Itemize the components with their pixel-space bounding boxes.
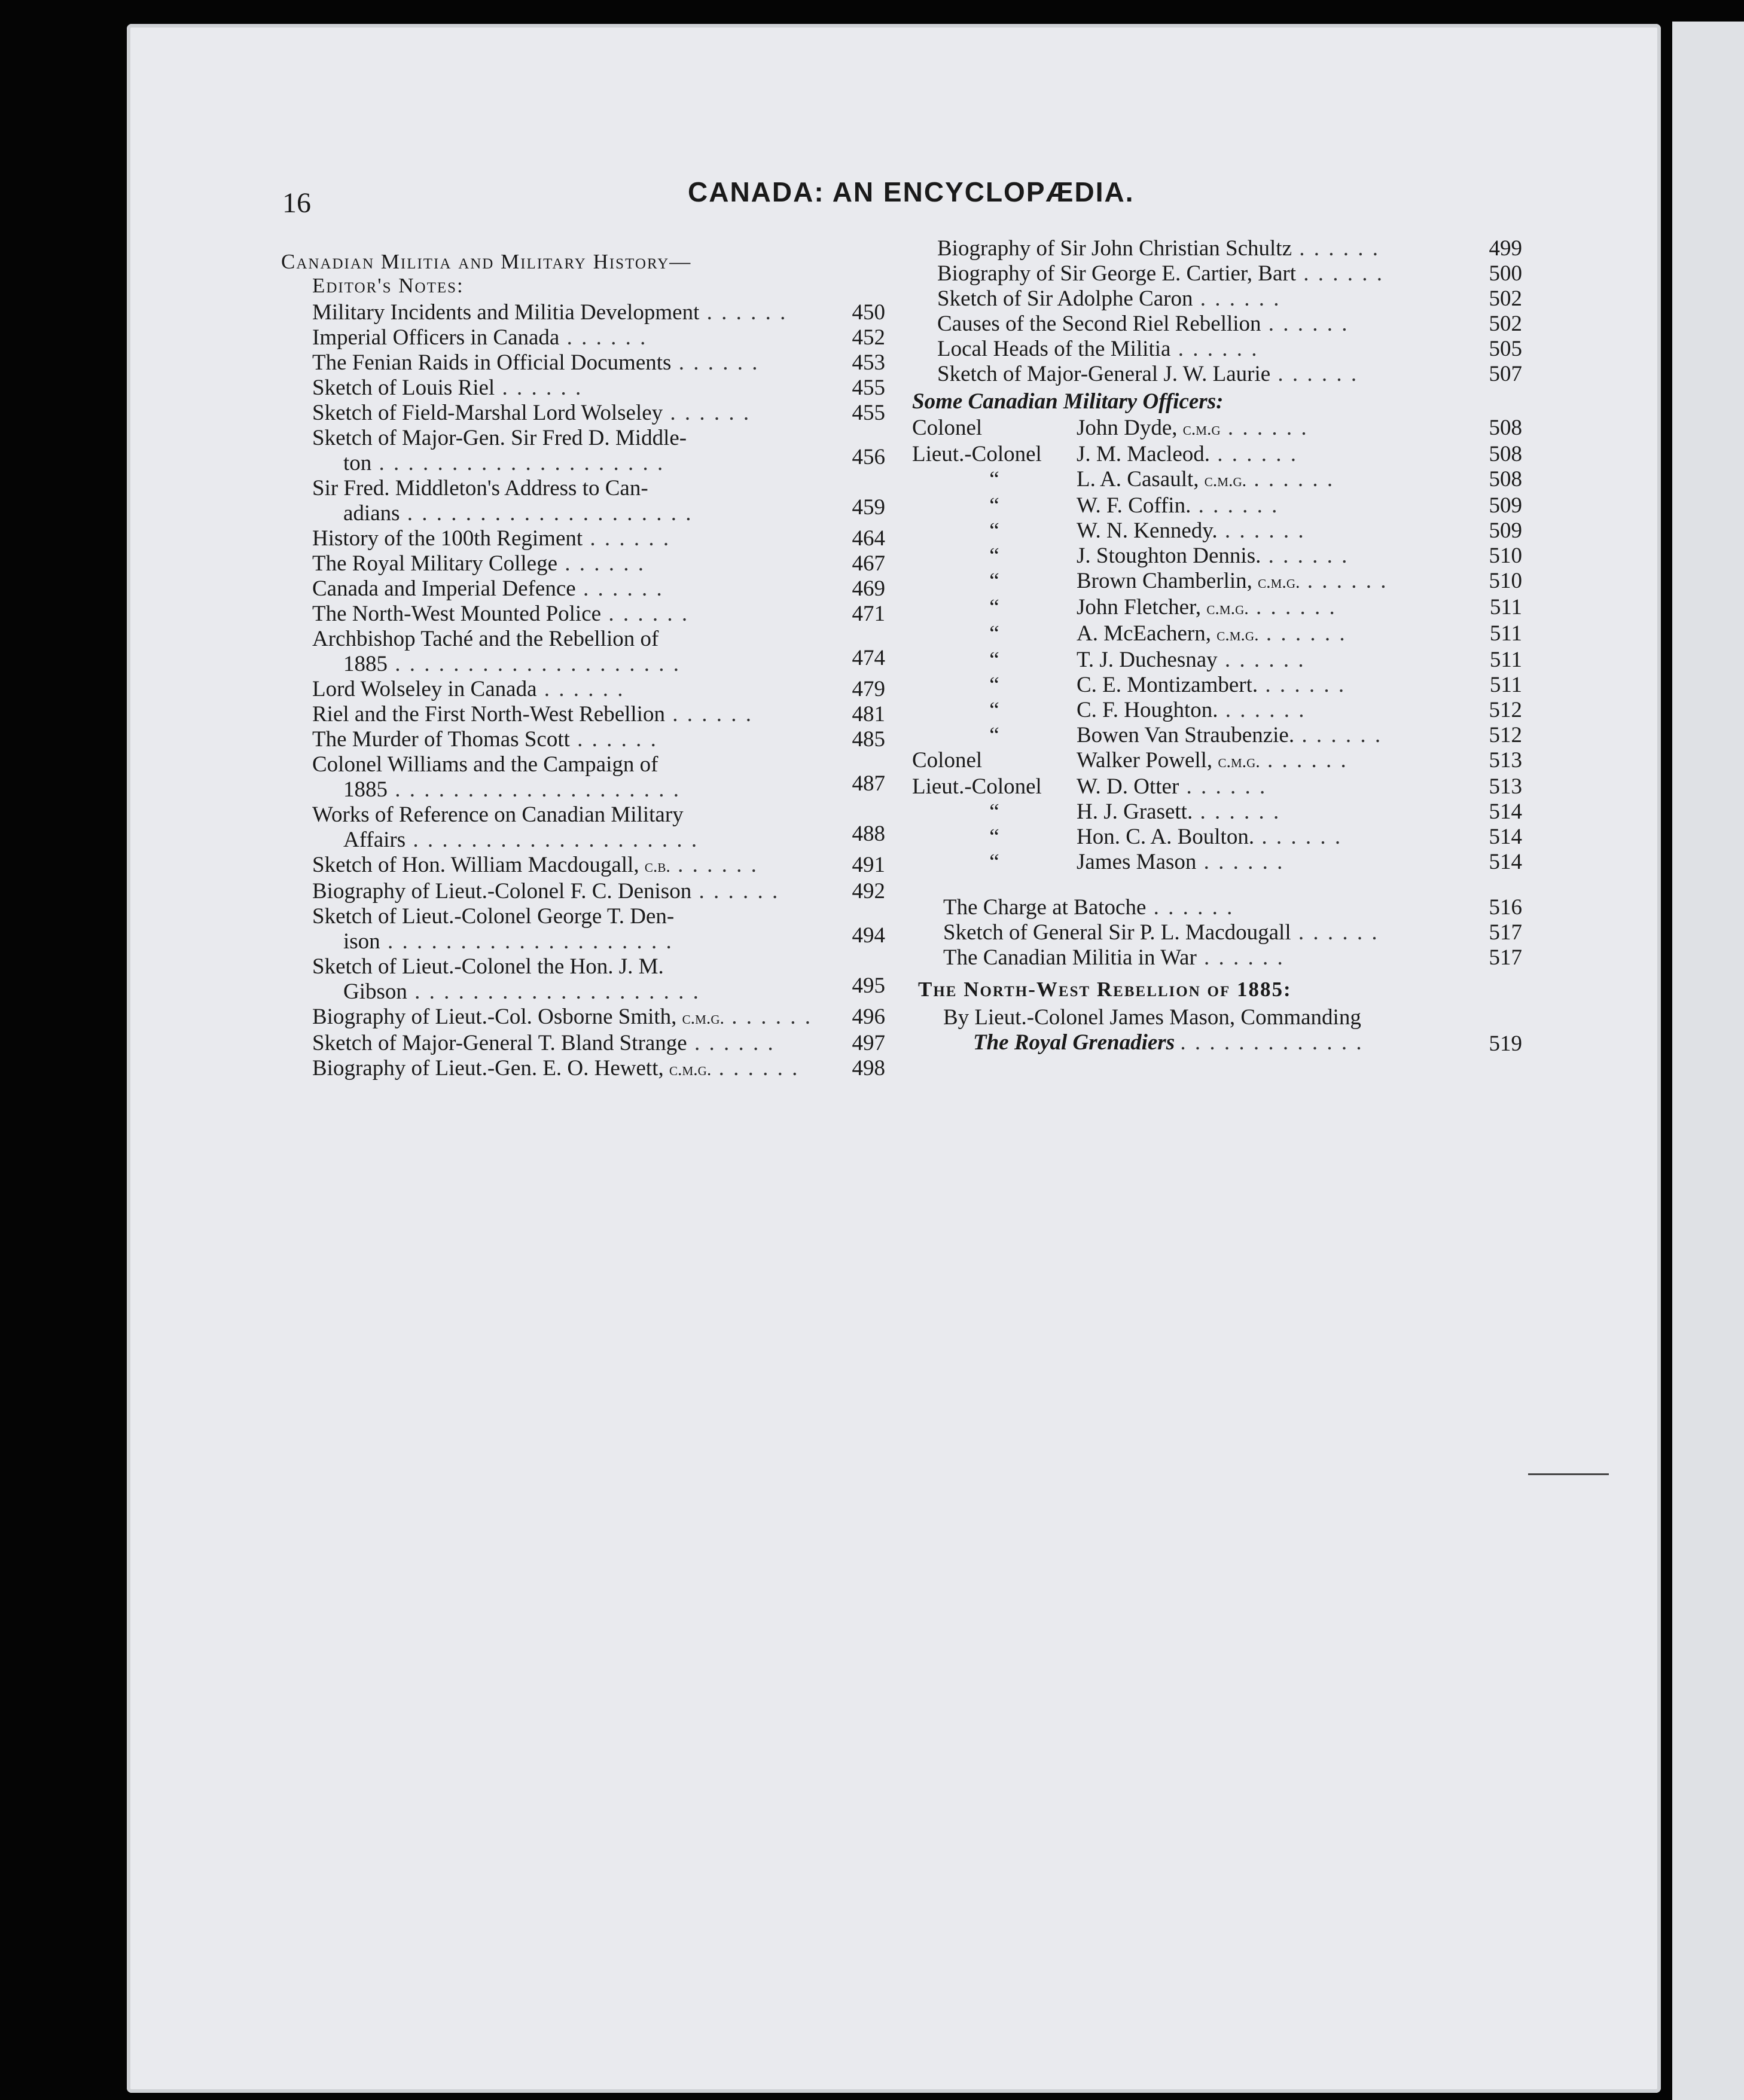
leader-dots: . . . . . . <box>536 677 625 701</box>
officer-name: W. F. Coffin. <box>1077 493 1191 518</box>
page-ref: 455 <box>852 401 885 425</box>
leader-dots: . . . . . . <box>569 727 658 752</box>
officer-honorific: c.m.g. <box>1258 572 1300 592</box>
toc-entry-line <box>312 677 885 702</box>
toc-entry-line <box>943 945 1522 970</box>
toc-entry <box>312 627 885 677</box>
page-ref: 519 <box>1489 1031 1522 1056</box>
officer-entry <box>912 442 1522 467</box>
leader-dots: . . . . . . <box>1193 286 1281 311</box>
leader-dots: . . . . . . <box>1294 723 1383 747</box>
officer-rank: “ <box>989 648 999 672</box>
page-ref: 450 <box>852 300 885 325</box>
officer-entry <box>912 544 1522 569</box>
officer-entry <box>912 825 1522 850</box>
leader-dots: . . . . . . <box>575 576 664 601</box>
leader-dots: . . . . . . <box>1217 648 1306 672</box>
toc-entry-title: Imperial Officers in Canada <box>312 325 560 350</box>
toc-entry-title: The Canadian Militia in War <box>943 945 1197 970</box>
officer-name: J. Stoughton Dennis. <box>1077 544 1261 568</box>
toc-entry-line <box>312 350 885 376</box>
toc-entry <box>312 1056 885 1082</box>
toc-entry <box>312 350 885 376</box>
leader-dots: . . . . . . <box>1292 236 1380 261</box>
officer-rank: “ <box>989 518 999 543</box>
officer-rank: Colonel <box>912 748 983 773</box>
toc-entry <box>937 286 1522 312</box>
toc-entry-title: Local Heads of the Militia <box>937 337 1171 361</box>
toc-entry-continuation <box>312 828 885 853</box>
toc-entry-line <box>937 236 1522 261</box>
leader-dots: . . . . . . <box>687 1031 775 1055</box>
toc-entry-continuation-text: Gibson <box>343 979 407 1004</box>
toc-entry-title: Sketch of General Sir P. L. Macdougall <box>943 920 1291 945</box>
page-ref: 469 <box>852 576 885 601</box>
page-ref: 516 <box>1489 895 1522 920</box>
leader-dots: . . . . . . <box>670 853 758 877</box>
page-ref: 511 <box>1489 673 1522 697</box>
toc-entry-title: Works of Reference on Canadian Military <box>312 802 684 827</box>
officer-honorific: c.m.g. <box>1216 625 1259 645</box>
leader-dots: . . . . . . <box>1193 799 1281 824</box>
toc-entry-line <box>943 895 1522 920</box>
toc-entry <box>312 1031 885 1056</box>
toc-entry-line <box>312 476 885 501</box>
toc-entry-list-top <box>912 236 1522 387</box>
leader-dots: . . . . . . <box>711 1056 800 1080</box>
officer-entry <box>912 799 1522 825</box>
page-ref: 509 <box>1489 518 1522 543</box>
officer-rank: Lieut.-Colonel <box>912 774 1042 799</box>
toc-entry-continuation-text: 1885 <box>343 777 388 802</box>
officer-name: C. E. Montizambert. <box>1077 673 1258 697</box>
leader-dots: . . . . . . <box>663 401 751 425</box>
toc-entry <box>312 702 885 727</box>
toc-entry <box>312 602 885 627</box>
toc-entry-continuation-text: ison <box>343 929 380 954</box>
toc-entry <box>312 300 885 325</box>
toc-entry-honorific: c.b. <box>644 856 670 876</box>
toc-entry <box>312 476 885 526</box>
toc-entry-line <box>312 627 885 652</box>
rebellion-heading: The North-West Rebellion of 1885: <box>918 978 1292 1001</box>
leader-dots: . . . . . . <box>1261 312 1349 336</box>
leader-dots: . . . . . . <box>557 551 645 576</box>
toc-entry-title: Riel and the First North-West Rebellion <box>312 702 665 727</box>
toc-entry-title: Biography of Sir George E. Cartier, Bart <box>937 261 1296 286</box>
officer-entry <box>912 416 1522 442</box>
leader-dots: . . . . . . . . . . . . . . . . . . . . <box>388 652 681 676</box>
page-ref: 514 <box>1489 825 1522 849</box>
toc-entry-line <box>312 802 885 828</box>
toc-entry <box>312 325 885 350</box>
page-ref: 509 <box>1489 493 1522 518</box>
officer-entry <box>912 850 1522 875</box>
page-ref: 488 <box>852 822 885 846</box>
officer-honorific: c.m.g. <box>1204 471 1247 490</box>
toc-entry-title: Biography of Lieut.-Gen. E. O. Hewett, <box>312 1056 664 1080</box>
officer-honorific: c.m.g. <box>1206 599 1249 618</box>
page-ref: 455 <box>852 376 885 400</box>
page-ref: 499 <box>1489 236 1522 261</box>
officer-name: W. D. Otter <box>1077 774 1179 799</box>
toc-entry-honorific: c.m.g. <box>669 1060 712 1079</box>
toc-entry-continuation-text: ton <box>343 451 372 475</box>
toc-entry-line <box>312 300 885 325</box>
leader-dots: . . . . . . <box>1179 774 1267 799</box>
page-ref: 512 <box>1489 723 1522 747</box>
page-ref: 467 <box>852 551 885 576</box>
rebellion-entry <box>912 1005 1522 1055</box>
page-ref: 514 <box>1489 850 1522 874</box>
page-ref: 502 <box>1489 286 1522 311</box>
toc-entry <box>937 236 1522 261</box>
officer-entry <box>912 648 1522 673</box>
toc-entry-line <box>312 879 885 904</box>
toc-entry-continuation-text: adians <box>343 501 400 526</box>
officer-name: H. J. Grasett. <box>1077 799 1193 824</box>
leader-dots: . . . . . . <box>1291 920 1379 945</box>
leader-dots: . . . . . . . . . . . . . <box>1180 1030 1364 1055</box>
officer-rank: “ <box>989 569 999 593</box>
page-ref: 513 <box>1489 748 1522 773</box>
officer-rank: “ <box>989 850 999 874</box>
toc-entry-title: Sketch of Sir Adolphe Caron <box>937 286 1193 311</box>
leader-dots: . . . . . . <box>671 350 760 375</box>
leader-dots: . . . . . . <box>1246 467 1335 492</box>
leader-dots: . . . . . . <box>724 1005 813 1029</box>
stray-rule <box>1528 1473 1609 1475</box>
toc-entry-line <box>312 1056 885 1082</box>
officer-rank: “ <box>989 621 999 646</box>
page-ref: 494 <box>852 923 885 948</box>
toc-entry <box>312 904 885 954</box>
toc-entry-line <box>943 920 1522 945</box>
officer-entry <box>912 723 1522 748</box>
officer-rank: “ <box>989 825 999 849</box>
toc-entry-title: History of the 100th Regiment <box>312 526 583 551</box>
officer-name: A. McEachern, <box>1077 621 1211 646</box>
toc-entry-title: Biography of Sir John Christian Schultz <box>937 236 1292 261</box>
page-ref: 495 <box>852 973 885 998</box>
toc-entry-line <box>312 954 885 979</box>
toc-entry <box>312 853 885 879</box>
leader-dots: . . . . . . <box>583 526 671 551</box>
page-ref: 512 <box>1489 698 1522 722</box>
officer-name: Brown Chamberlin, <box>1077 569 1252 593</box>
leader-dots: . . . . . . <box>1146 895 1234 920</box>
page-ref: 459 <box>852 495 885 520</box>
leader-dots: . . . . . . <box>1248 595 1337 619</box>
running-head: CANADA: AN ENCYCLOPÆDIA. <box>688 176 1135 207</box>
leader-dots: . . . . . . <box>1260 748 1348 773</box>
officer-entry <box>912 467 1522 493</box>
toc-entry-title: Sketch of Hon. William Macdougall, <box>312 853 639 877</box>
toc-entry <box>937 312 1522 337</box>
officer-entry <box>912 493 1522 518</box>
toc-entry-line <box>937 362 1522 387</box>
toc-entry-line <box>312 1005 885 1031</box>
page-ref: 511 <box>1489 595 1522 619</box>
leader-dots: . . . . . . <box>1220 416 1309 440</box>
leader-dots: . . . . . . <box>699 300 788 325</box>
toc-entry <box>937 261 1522 286</box>
toc-entry-title: Biography of Lieut.-Col. Osborne Smith, <box>312 1005 677 1029</box>
officer-name: Bowen Van Straubenzie. <box>1077 723 1295 747</box>
officer-rank: Colonel <box>912 416 983 440</box>
toc-entry <box>312 426 885 476</box>
officer-name: L. A. Casault, <box>1077 467 1199 492</box>
officer-entry <box>912 595 1522 621</box>
officer-rank: “ <box>989 799 999 824</box>
officer-entry <box>912 621 1522 648</box>
officer-entry <box>912 774 1522 799</box>
leader-dots: . . . . . . . . . . . . . . . . . . . . <box>400 501 693 526</box>
toc-entry-line <box>937 312 1522 337</box>
rebellion-title-line <box>943 1030 1522 1055</box>
toc-entry-title: Archbishop Taché and the Rebellion of <box>312 627 659 651</box>
page-ref: 471 <box>852 602 885 626</box>
page-ref: 508 <box>1489 467 1522 492</box>
officer-entry <box>912 673 1522 698</box>
toc-entry-continuation <box>312 777 885 802</box>
toc-entry-title: Military Incidents and Militia Development <box>312 300 700 325</box>
toc-entry <box>312 526 885 551</box>
toc-entry-title: The Murder of Thomas Scott <box>312 727 570 752</box>
leader-dots: . . . . . . . . . . . . . . . . . . . . <box>371 451 665 475</box>
officer-entry <box>912 569 1522 595</box>
toc-entry-line <box>937 286 1522 312</box>
section-heading: Canadian Militia and Military History— <box>281 250 692 273</box>
leader-dots: . . . . . . <box>1196 945 1285 970</box>
leader-dots: . . . . . . <box>1258 673 1346 697</box>
officer-rank: “ <box>989 723 999 747</box>
page-ref: 511 <box>1489 648 1522 672</box>
leader-dots: . . . . . . <box>1258 621 1347 646</box>
leader-dots: . . . . . . <box>1261 544 1349 568</box>
page-ref: 511 <box>1489 621 1522 646</box>
toc-entry-title: Causes of the Second Riel Rebellion <box>937 312 1261 336</box>
page-ref: 456 <box>852 445 885 469</box>
toc-entry-list <box>281 300 885 1082</box>
rebellion-title: The Royal Grenadiers <box>973 1030 1175 1055</box>
toc-entry-line <box>312 904 885 929</box>
officer-name: Walker Powell, <box>1077 748 1213 773</box>
leader-dots: . . . . . . <box>1210 442 1298 466</box>
section-subheading: Editor's Notes: <box>312 274 464 297</box>
toc-entry <box>312 551 885 576</box>
page-ref: 492 <box>852 879 885 904</box>
toc-entry <box>312 1005 885 1031</box>
officer-name: J. M. Macleod. <box>1077 442 1210 466</box>
toc-entry-title: The Royal Military College <box>312 551 557 576</box>
toc-entry-line <box>312 426 885 451</box>
toc-entry-title: Sketch of Lieut.-Colonel the Hon. J. M. <box>312 954 664 979</box>
toc-entry <box>312 376 885 401</box>
toc-entry-line <box>937 261 1522 286</box>
adjacent-page-edge <box>1672 22 1744 2100</box>
page-ref: 513 <box>1489 774 1522 799</box>
page-ref: 510 <box>1489 544 1522 568</box>
toc-entry <box>312 576 885 602</box>
leader-dots: . . . . . . <box>1270 362 1359 386</box>
toc-entry-continuation-text: 1885 <box>343 652 388 676</box>
toc-entry-line <box>312 325 885 350</box>
toc-entry-title: The Fenian Raids in Official Documents <box>312 350 672 375</box>
leader-dots: . . . . . . <box>1254 825 1343 849</box>
officer-rank: “ <box>989 595 999 619</box>
toc-entry-title: Sir Fred. Middleton's Address to Can- <box>312 476 648 500</box>
officer-name: John Dyde, <box>1077 416 1178 440</box>
officer-entry <box>912 518 1522 544</box>
officer-name: Hon. C. A. Boulton. <box>1077 825 1255 849</box>
officers-list <box>912 416 1522 875</box>
toc-entry <box>312 677 885 702</box>
toc-entry <box>312 401 885 426</box>
toc-entry-line <box>312 752 885 777</box>
officer-rank: “ <box>989 467 999 492</box>
toc-entry-title: Sketch of Lieut.-Colonel George T. Den- <box>312 904 675 929</box>
leader-dots: . . . . . . <box>1300 569 1388 593</box>
toc-entry-title: Sketch of Major-General J. W. Laurie <box>937 362 1271 386</box>
page-ref: 507 <box>1489 362 1522 386</box>
officer-name: W. N. Kennedy. <box>1077 518 1218 543</box>
leader-dots: . . . . . . . . . . . . . . . . . . . . <box>407 979 700 1004</box>
toc-entry-continuation <box>312 451 885 476</box>
page-ref: 481 <box>852 702 885 727</box>
rebellion-author: By Lieut.-Colonel James Mason, Commanding <box>943 1005 1361 1030</box>
page-ref: 510 <box>1489 569 1522 593</box>
toc-entry <box>312 954 885 1005</box>
officer-honorific: c.m.g. <box>1218 752 1260 771</box>
toc-entry-line <box>937 337 1522 362</box>
toc-entry <box>312 802 885 853</box>
toc-entry-title: Sketch of Major-General T. Bland Strange <box>312 1031 687 1055</box>
toc-entry <box>943 920 1522 945</box>
toc-entry-title: Canada and Imperial Defence <box>312 576 576 601</box>
page-ref: 479 <box>852 677 885 701</box>
officer-rank: “ <box>989 544 999 568</box>
page-number: 16 <box>282 187 311 219</box>
officer-rank: “ <box>989 698 999 722</box>
toc-entry-honorific: c.m.g. <box>682 1008 725 1028</box>
toc-entry-line <box>312 853 885 879</box>
toc-entry-line <box>312 702 885 727</box>
page-ref: 485 <box>852 727 885 752</box>
toc-entry <box>312 879 885 904</box>
toc-entry-line <box>312 376 885 401</box>
toc-entry-continuation <box>312 652 885 677</box>
toc-entry-continuation-text: Affairs <box>343 828 406 852</box>
officer-rank: “ <box>989 673 999 697</box>
officer-name: James Mason <box>1077 850 1197 874</box>
leader-dots: . . . . . . <box>691 879 780 904</box>
toc-entry-line <box>312 727 885 752</box>
page-ref: 491 <box>852 853 885 877</box>
toc-entry <box>943 945 1522 970</box>
officer-entry <box>912 748 1522 774</box>
toc-entry-line <box>312 602 885 627</box>
page-ref: 453 <box>852 350 885 375</box>
toc-entry-title: Lord Wolseley in Canada <box>312 677 537 701</box>
toc-entry-title: Sketch of Louis Riel <box>312 376 495 400</box>
leader-dots: . . . . . . <box>664 702 753 727</box>
page-ref: 508 <box>1489 416 1522 440</box>
leader-dots: . . . . . . . . . . . . . . . . . . . . <box>405 828 699 852</box>
left-column <box>281 250 885 1082</box>
leader-dots: . . . . . . <box>1196 850 1285 874</box>
officer-honorific: c.m.g <box>1182 419 1221 439</box>
toc-entry-list-bottom <box>912 895 1522 970</box>
page-ref: 517 <box>1489 945 1522 970</box>
officer-rank: “ <box>989 493 999 518</box>
leader-dots: . . . . . . <box>1218 698 1306 722</box>
toc-entry-title: Colonel Williams and the Campaign of <box>312 752 658 777</box>
toc-entry-continuation <box>312 979 885 1005</box>
toc-entry <box>312 752 885 802</box>
officer-name: T. J. Duchesnay <box>1077 648 1218 672</box>
toc-entry-title: Sketch of Major-Gen. Sir Fred D. Middle- <box>312 426 687 450</box>
page-ref: 474 <box>852 646 885 670</box>
leader-dots: . . . . . . <box>559 325 648 350</box>
page-ref: 517 <box>1489 920 1522 945</box>
toc-entry-title: Sketch of Field-Marshal Lord Wolseley <box>312 401 663 425</box>
toc-entry-line <box>312 526 885 551</box>
toc-entry-line <box>312 551 885 576</box>
leader-dots: . . . . . . <box>1170 337 1259 361</box>
toc-entry-title: The Charge at Batoche <box>943 895 1147 920</box>
page-ref: 514 <box>1489 799 1522 824</box>
toc-entry-line <box>312 576 885 602</box>
toc-entry-title: The North-West Mounted Police <box>312 602 602 626</box>
toc-entry <box>943 895 1522 920</box>
page-ref: 502 <box>1489 312 1522 336</box>
toc-entry-line <box>312 401 885 426</box>
page-ref: 498 <box>852 1056 885 1080</box>
toc-entry-continuation <box>312 501 885 526</box>
officers-heading: Some Canadian Military Officers: <box>912 389 1224 414</box>
page-ref: 500 <box>1489 261 1522 286</box>
page-ref: 496 <box>852 1005 885 1029</box>
leader-dots: . . . . . . <box>601 602 690 626</box>
toc-entry <box>937 362 1522 387</box>
leader-dots: . . . . . . . . . . . . . . . . . . . . <box>388 777 681 802</box>
toc-entry-continuation <box>312 929 885 954</box>
officer-name: John Fletcher, <box>1077 595 1202 619</box>
toc-entry-line <box>312 1031 885 1056</box>
officer-name: C. F. Houghton. <box>1077 698 1218 722</box>
page-ref: 487 <box>852 771 885 796</box>
toc-entry <box>312 727 885 752</box>
right-column <box>912 236 1522 1055</box>
page-ref: 505 <box>1489 337 1522 361</box>
page-ref: 508 <box>1489 442 1522 466</box>
leader-dots: . . . . . . <box>1191 493 1279 518</box>
leader-dots: . . . . . . <box>1217 518 1306 543</box>
page-ref: 497 <box>852 1031 885 1055</box>
leader-dots: . . . . . . <box>495 376 583 400</box>
toc-entry-title: Biography of Lieut.-Colonel F. C. Denison <box>312 879 692 904</box>
officer-rank: Lieut.-Colonel <box>912 442 1042 466</box>
officer-entry <box>912 698 1522 723</box>
leader-dots: . . . . . . <box>1295 261 1384 286</box>
page-ref: 464 <box>852 526 885 551</box>
page-ref: 452 <box>852 325 885 350</box>
toc-entry <box>937 337 1522 362</box>
leader-dots: . . . . . . . . . . . . . . . . . . . . <box>380 929 673 954</box>
